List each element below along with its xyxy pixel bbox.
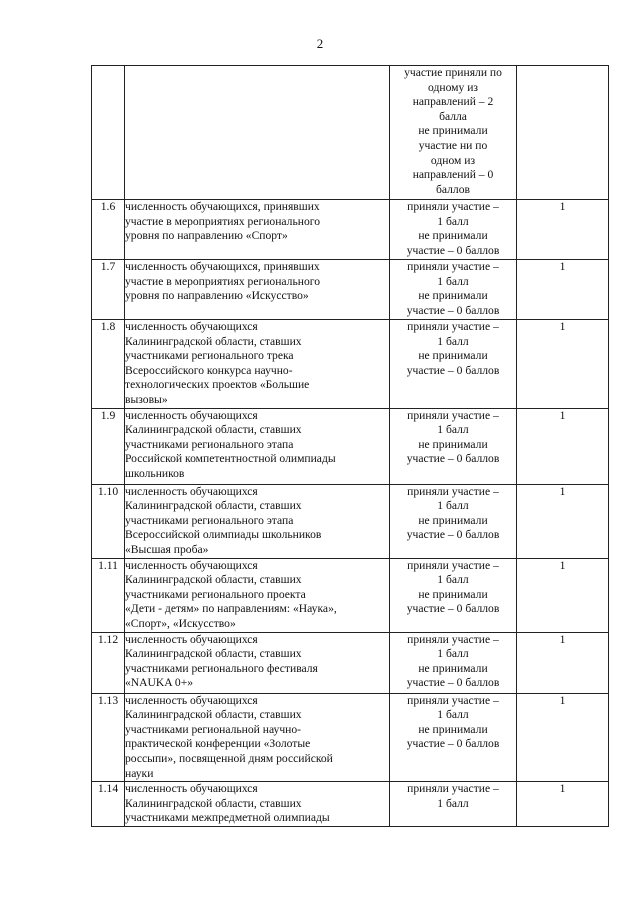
description-line: Российской компетентностной олимпиады — [125, 452, 336, 466]
description-line: Калининградской области, ставших — [125, 573, 302, 587]
description-line: участие в мероприятиях регионального — [125, 214, 321, 228]
criteria-line: приняли участие – — [407, 484, 499, 498]
criteria-line: участие – 0 баллов — [406, 528, 500, 542]
indicator-description — [125, 558, 390, 632]
max-score: 1 — [517, 782, 609, 827]
table-row — [92, 260, 609, 320]
criteria-line: приняли участие – — [407, 782, 499, 796]
scoring-criteria — [390, 693, 517, 782]
table-row — [92, 320, 609, 409]
description-line: уровня по направлению «Искусство» — [125, 289, 309, 303]
scoring-criteria — [390, 200, 517, 260]
description-line: численность обучающихся — [125, 782, 258, 796]
criteria-line: не принимали — [418, 513, 488, 527]
table-row — [92, 693, 609, 782]
row-number: 1.12 — [92, 632, 125, 693]
row-number: 1.7 — [92, 260, 125, 320]
scoring-criteria — [390, 66, 517, 200]
criteria-line: приняли участие – — [407, 693, 499, 707]
criteria-line: участие – 0 баллов — [406, 303, 500, 317]
indicator-description — [125, 320, 390, 409]
description-line: участниками регионального этапа — [125, 513, 294, 527]
description-line: численность обучающихся — [125, 408, 258, 422]
criteria-line: не принимали — [418, 349, 488, 363]
table-row — [92, 200, 609, 260]
description-line: «Высшая проба» — [125, 542, 209, 556]
criteria-line: не принимали — [418, 722, 488, 736]
description-line: технологических проектов «Большие — [125, 378, 310, 392]
description-line: россыпи», посвященной дням российской — [125, 751, 333, 765]
description-line: Калининградской области, ставших — [125, 499, 302, 513]
description-line: численность обучающихся — [125, 558, 258, 572]
description-line: численность обучающихся — [125, 320, 258, 333]
indicator-description — [125, 200, 390, 260]
criteria-line: баллов — [436, 182, 470, 196]
description-line: Всероссийского конкурса научно- — [125, 363, 293, 377]
criteria-line: не принимали — [418, 229, 488, 243]
scoring-criteria — [390, 632, 517, 693]
description-line: «Дети - детям» по направлениям: «Наука», — [125, 602, 337, 616]
criteria-line: направлений – 2 — [412, 95, 494, 109]
row-number: 1.10 — [92, 484, 125, 558]
scoring-criteria — [390, 408, 517, 484]
description-line: численность обучающихся — [125, 693, 258, 707]
description-line: Калининградской области, ставших — [125, 334, 302, 348]
description-line: практической конференции «Золотые — [125, 737, 311, 751]
criteria-line: балла — [439, 109, 467, 123]
indicator-description — [125, 66, 390, 200]
criteria-line: участие приняли по — [404, 66, 502, 79]
max-score — [517, 66, 609, 200]
criteria-line: 1 балл — [437, 708, 469, 722]
description-line: численность обучающихся — [125, 632, 258, 646]
table-row — [92, 66, 609, 200]
description-line: численность обучающихся — [125, 484, 258, 498]
criteria-line: одному из — [428, 80, 478, 94]
description-line: численность обучающихся, принявших — [125, 200, 320, 213]
criteria-line: не принимали — [418, 124, 488, 138]
criteria-line: приняли участие – — [407, 260, 499, 273]
description-line: участниками регионального проекта — [125, 587, 306, 601]
criteria-line: не принимали — [418, 289, 488, 303]
indicator-description — [125, 408, 390, 484]
row-number: 1.14 — [92, 782, 125, 827]
indicator-description — [125, 632, 390, 693]
description-line: школьников — [125, 466, 185, 480]
description-line: Калининградской области, ставших — [125, 423, 302, 437]
criteria-line: приняли участие – — [407, 558, 499, 572]
max-score: 1 — [517, 260, 609, 320]
description-line: Всероссийской олимпиады школьников — [125, 528, 322, 542]
criteria-line: 1 балл — [437, 499, 469, 513]
table-row — [92, 484, 609, 558]
criteria-line: участие – 0 баллов — [406, 602, 500, 616]
table-row — [92, 408, 609, 484]
description-line: вызовы» — [125, 392, 168, 406]
scoring-criteria — [390, 320, 517, 409]
scoring-criteria — [390, 782, 517, 827]
scoring-criteria — [390, 484, 517, 558]
indicator-description — [125, 782, 390, 827]
max-score: 1 — [517, 484, 609, 558]
criteria-line: участие ни по — [418, 138, 488, 152]
description-line: «Спорт», «Искусство» — [125, 616, 236, 630]
criteria-line: не принимали — [418, 587, 488, 601]
row-number: 1.8 — [92, 320, 125, 409]
criteria-line: 1 балл — [437, 796, 469, 810]
description-line: участниками регионального этапа — [125, 437, 294, 451]
criteria-line: 1 балл — [437, 334, 469, 348]
criteria-line: участие – 0 баллов — [406, 676, 500, 690]
indicator-description — [125, 260, 390, 320]
table-row — [92, 558, 609, 632]
criteria-line: направлений – 0 — [412, 168, 494, 182]
max-score: 1 — [517, 320, 609, 409]
row-number: 1.13 — [92, 693, 125, 782]
table-row — [92, 632, 609, 693]
criteria-line: участие – 0 баллов — [406, 363, 500, 377]
description-line: Калининградской области, ставших — [125, 647, 302, 661]
max-score: 1 — [517, 632, 609, 693]
row-number — [92, 66, 125, 200]
table-row — [92, 782, 609, 827]
criteria-line: не принимали — [418, 661, 488, 675]
max-score: 1 — [517, 693, 609, 782]
max-score: 1 — [517, 200, 609, 260]
row-number: 1.9 — [92, 408, 125, 484]
criteria-line: одном из — [430, 153, 476, 167]
description-line: участниками региональной научно- — [125, 722, 302, 736]
max-score: 1 — [517, 558, 609, 632]
criteria-line: не принимали — [418, 437, 488, 451]
indicator-description — [125, 484, 390, 558]
row-number: 1.6 — [92, 200, 125, 260]
description-line: участниками межпредметной олимпиады — [125, 811, 330, 825]
max-score: 1 — [517, 408, 609, 484]
criteria-line: приняли участие – — [407, 320, 499, 333]
indicator-description — [125, 693, 390, 782]
criteria-line: участие – 0 баллов — [406, 243, 500, 257]
description-line: «NAUKA 0+» — [125, 676, 194, 690]
criteria-table — [91, 65, 609, 827]
description-line: уровня по направлению «Спорт» — [125, 229, 288, 243]
description-line: участниками регионального трека — [125, 349, 294, 363]
scoring-criteria — [390, 260, 517, 320]
description-line: участниками регионального фестиваля — [125, 661, 318, 675]
criteria-line: участие – 0 баллов — [406, 737, 500, 751]
scoring-criteria — [390, 558, 517, 632]
criteria-line: 1 балл — [437, 647, 469, 661]
description-line: Калининградской области, ставших — [125, 708, 302, 722]
description-line: участие в мероприятиях регионального — [125, 274, 321, 288]
page-number: 2 — [316, 36, 324, 51]
criteria-line: 1 балл — [437, 423, 469, 437]
row-number: 1.11 — [92, 558, 125, 632]
description-line: науки — [125, 766, 154, 780]
description-line: численность обучающихся, принявших — [125, 260, 320, 273]
criteria-line: приняли участие – — [407, 632, 499, 646]
criteria-line: приняли участие – — [407, 200, 499, 213]
criteria-line: участие – 0 баллов — [406, 452, 500, 466]
description-line: Калининградской области, ставших — [125, 796, 302, 810]
criteria-line: 1 балл — [437, 274, 469, 288]
criteria-line: 1 балл — [437, 214, 469, 228]
criteria-line: приняли участие – — [407, 408, 499, 422]
criteria-line: 1 балл — [437, 573, 469, 587]
